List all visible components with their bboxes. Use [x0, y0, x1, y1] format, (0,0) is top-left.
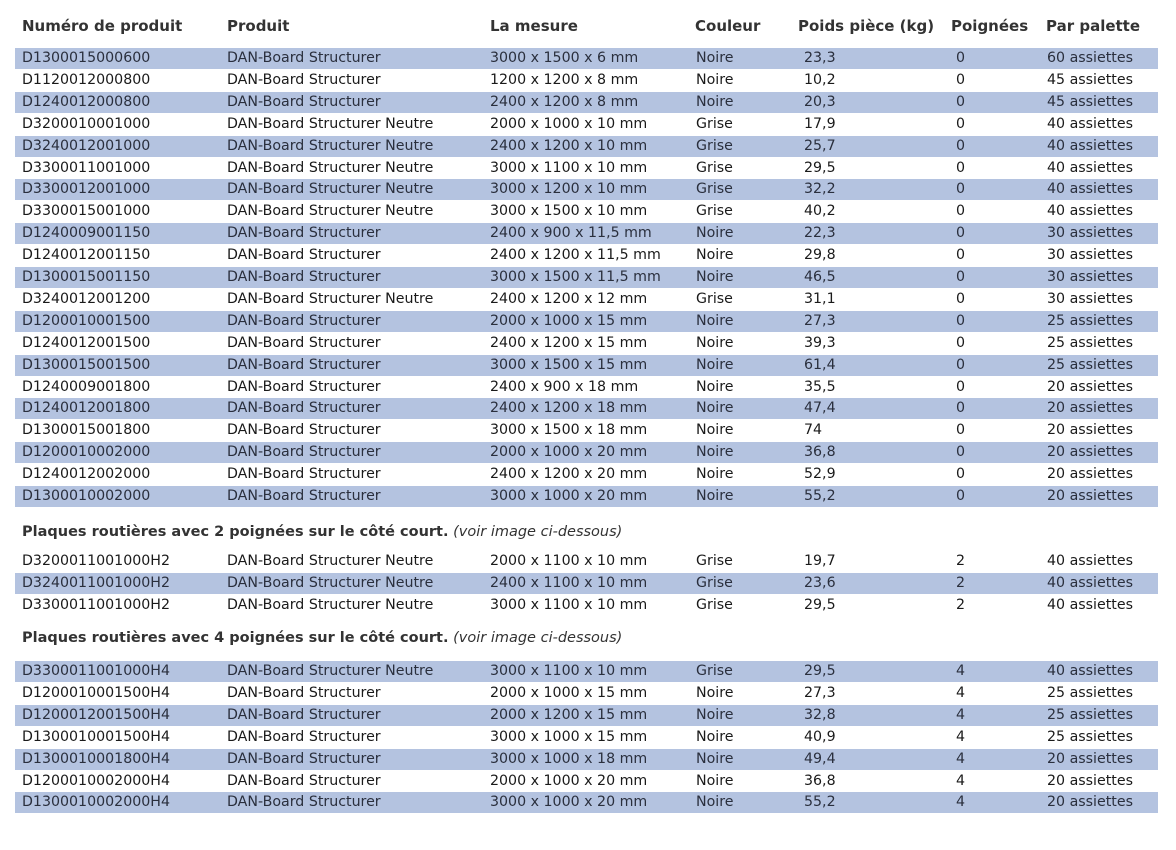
cell-product-number: D1200010002000 — [22, 444, 151, 460]
cell-product: DAN-Board Structurer Neutre — [227, 553, 434, 569]
table-row — [15, 48, 1158, 69]
cell-handles: 0 — [956, 488, 966, 504]
cell-per-pallet: 25 assiettes — [1047, 685, 1133, 701]
cell-weight: 32,2 — [804, 181, 836, 197]
cell-per-pallet: 40 assiettes — [1047, 663, 1133, 679]
cell-color: Noire — [696, 379, 734, 395]
cell-product: DAN-Board Structurer — [227, 335, 381, 351]
cell-product: DAN-Board Structurer — [227, 247, 381, 263]
cell-color: Noire — [696, 72, 734, 88]
cell-per-pallet: 20 assiettes — [1047, 466, 1133, 482]
cell-color: Noire — [696, 313, 734, 329]
cell-per-pallet: 20 assiettes — [1047, 488, 1133, 504]
cell-weight: 55,2 — [804, 488, 836, 504]
cell-handles: 2 — [956, 597, 966, 613]
cell-size: 2000 x 1000 x 20 mm — [490, 773, 648, 789]
cell-weight: 17,9 — [804, 116, 836, 132]
table-row — [15, 355, 1158, 376]
table-row — [15, 158, 1158, 179]
section-heading — [22, 524, 622, 540]
cell-size: 2400 x 900 x 18 mm — [490, 379, 639, 395]
cell-size: 3000 x 1500 x 10 mm — [490, 203, 648, 219]
cell-product: DAN-Board Structurer Neutre — [227, 203, 434, 219]
cell-per-pallet: 25 assiettes — [1047, 313, 1133, 329]
cell-color: Noire — [696, 773, 734, 789]
cell-handles: 0 — [956, 138, 966, 154]
section-heading — [22, 630, 622, 646]
cell-product: DAN-Board Structurer — [227, 50, 381, 66]
cell-handles: 0 — [956, 225, 966, 241]
cell-per-pallet: 40 assiettes — [1047, 203, 1133, 219]
cell-color: Noire — [696, 685, 734, 701]
table-header — [0, 17, 1176, 39]
cell-size: 2000 x 1200 x 15 mm — [490, 707, 648, 723]
cell-product-number: D1300010001800H4 — [22, 751, 170, 767]
table-row — [15, 551, 1158, 572]
cell-handles: 0 — [956, 160, 966, 176]
cell-weight: 22,3 — [804, 225, 836, 241]
cell-weight: 46,5 — [804, 269, 836, 285]
cell-per-pallet: 20 assiettes — [1047, 751, 1133, 767]
cell-handles: 2 — [956, 553, 966, 569]
col-header-size: La mesure — [490, 17, 578, 35]
cell-product-number: D1200010001500H4 — [22, 685, 170, 701]
cell-handles: 0 — [956, 247, 966, 263]
cell-product-number: D1200010001500 — [22, 313, 151, 329]
cell-per-pallet: 20 assiettes — [1047, 400, 1133, 416]
cell-product: DAN-Board Structurer — [227, 94, 381, 110]
cell-product: DAN-Board Structurer — [227, 269, 381, 285]
cell-weight: 36,8 — [804, 444, 836, 460]
table-row — [15, 70, 1158, 91]
cell-size: 2000 x 1000 x 10 mm — [490, 116, 648, 132]
cell-handles: 4 — [956, 663, 966, 679]
cell-handles: 4 — [956, 685, 966, 701]
cell-per-pallet: 25 assiettes — [1047, 335, 1133, 351]
section-heading-text: Plaques routières avec 4 poignées sur le côté court. — [22, 630, 449, 646]
cell-size: 3000 x 1000 x 20 mm — [490, 794, 648, 810]
cell-product-number: D1300010001500H4 — [22, 729, 170, 745]
cell-product-number: D3200011001000H2 — [22, 553, 170, 569]
cell-product-number: D1240012000800 — [22, 94, 151, 110]
table-row — [15, 661, 1158, 682]
table-row — [15, 245, 1158, 266]
cell-color: Grise — [696, 160, 733, 176]
cell-color: Noire — [696, 225, 734, 241]
cell-color: Noire — [696, 269, 734, 285]
cell-product: DAN-Board Structurer — [227, 357, 381, 373]
cell-size: 2000 x 1000 x 15 mm — [490, 685, 648, 701]
cell-handles: 4 — [956, 707, 966, 723]
cell-weight: 29,5 — [804, 597, 836, 613]
cell-product: DAN-Board Structurer Neutre — [227, 291, 434, 307]
cell-product: DAN-Board Structurer — [227, 466, 381, 482]
cell-weight: 27,3 — [804, 313, 836, 329]
cell-color: Noire — [696, 335, 734, 351]
table-row — [15, 136, 1158, 157]
cell-per-pallet: 45 assiettes — [1047, 94, 1133, 110]
cell-color: Noire — [696, 794, 734, 810]
cell-size: 2400 x 1200 x 11,5 mm — [490, 247, 661, 263]
cell-product-number: D1240012001800 — [22, 400, 151, 416]
cell-handles: 0 — [956, 313, 966, 329]
cell-product-number: D1200012001500H4 — [22, 707, 170, 723]
cell-size: 2400 x 1200 x 8 mm — [490, 94, 639, 110]
cell-color: Noire — [696, 422, 734, 438]
table-row — [15, 705, 1158, 726]
table-row — [15, 683, 1158, 704]
table-row — [15, 201, 1158, 222]
cell-handles: 0 — [956, 422, 966, 438]
cell-product: DAN-Board Structurer Neutre — [227, 597, 434, 613]
cell-product: DAN-Board Structurer Neutre — [227, 138, 434, 154]
cell-handles: 0 — [956, 269, 966, 285]
cell-product: DAN-Board Structurer — [227, 707, 381, 723]
cell-weight: 19,7 — [804, 553, 836, 569]
cell-size: 2400 x 1200 x 15 mm — [490, 335, 648, 351]
cell-product-number: D3300011001000 — [22, 160, 151, 176]
cell-handles: 0 — [956, 203, 966, 219]
cell-color: Noire — [696, 94, 734, 110]
cell-handles: 0 — [956, 72, 966, 88]
cell-handles: 0 — [956, 94, 966, 110]
cell-product-number: D1200010002000H4 — [22, 773, 170, 789]
cell-weight: 25,7 — [804, 138, 836, 154]
cell-color: Noire — [696, 444, 734, 460]
cell-product-number: D1300015000600 — [22, 50, 151, 66]
table-row — [15, 442, 1158, 463]
cell-handles: 4 — [956, 729, 966, 745]
cell-weight: 31,1 — [804, 291, 836, 307]
cell-per-pallet: 40 assiettes — [1047, 181, 1133, 197]
table-row — [15, 573, 1158, 594]
cell-product: DAN-Board Structurer — [227, 422, 381, 438]
section-heading-note: (voir image ci-dessous) — [453, 524, 623, 540]
cell-product-number: D3300011001000H2 — [22, 597, 170, 613]
cell-weight: 35,5 — [804, 379, 836, 395]
col-header-per-pallet: Par palette — [1046, 17, 1141, 35]
table-row — [15, 114, 1158, 135]
table-row — [15, 311, 1158, 332]
cell-product: DAN-Board Structurer — [227, 729, 381, 745]
cell-product-number: D1300010002000 — [22, 488, 151, 504]
cell-size: 3000 x 1200 x 10 mm — [490, 181, 648, 197]
table-row — [15, 92, 1158, 113]
cell-color: Grise — [696, 597, 733, 613]
cell-product: DAN-Board Structurer — [227, 225, 381, 241]
cell-per-pallet: 30 assiettes — [1047, 269, 1133, 285]
col-header-handles: Poignées — [951, 17, 1029, 35]
cell-size: 3000 x 1000 x 20 mm — [490, 488, 648, 504]
cell-per-pallet: 40 assiettes — [1047, 553, 1133, 569]
cell-handles: 0 — [956, 357, 966, 373]
cell-product-number: D3240011001000H2 — [22, 575, 170, 591]
cell-per-pallet: 40 assiettes — [1047, 116, 1133, 132]
cell-handles: 0 — [956, 335, 966, 351]
section-heading-note: (voir image ci-dessous) — [453, 630, 623, 646]
cell-color: Grise — [696, 553, 733, 569]
cell-weight: 74 — [804, 422, 823, 438]
cell-size: 3000 x 1500 x 6 mm — [490, 50, 639, 66]
cell-handles: 4 — [956, 794, 966, 810]
cell-color: Grise — [696, 181, 733, 197]
cell-size: 3000 x 1500 x 18 mm — [490, 422, 648, 438]
cell-product: DAN-Board Structurer Neutre — [227, 160, 434, 176]
cell-weight: 29,8 — [804, 247, 836, 263]
cell-product-number: D3300011001000H4 — [22, 663, 170, 679]
cell-product: DAN-Board Structurer — [227, 72, 381, 88]
cell-weight: 27,3 — [804, 685, 836, 701]
cell-per-pallet: 25 assiettes — [1047, 729, 1133, 745]
cell-handles: 0 — [956, 181, 966, 197]
cell-weight: 55,2 — [804, 794, 836, 810]
table-row — [15, 727, 1158, 748]
cell-per-pallet: 30 assiettes — [1047, 247, 1133, 263]
cell-handles: 0 — [956, 400, 966, 416]
cell-handles: 0 — [956, 379, 966, 395]
cell-product-number: D1240012001150 — [22, 247, 151, 263]
cell-product-number: D3300015001000 — [22, 203, 151, 219]
cell-product-number: D1120012000800 — [22, 72, 151, 88]
cell-product: DAN-Board Structurer — [227, 751, 381, 767]
cell-product-number: D3240012001000 — [22, 138, 151, 154]
cell-size: 2000 x 1000 x 20 mm — [490, 444, 648, 460]
cell-size: 2400 x 1200 x 12 mm — [490, 291, 648, 307]
cell-weight: 47,4 — [804, 400, 836, 416]
cell-product: DAN-Board Structurer Neutre — [227, 575, 434, 591]
cell-weight: 49,4 — [804, 751, 836, 767]
cell-product-number: D1300015001150 — [22, 269, 151, 285]
cell-handles: 2 — [956, 575, 966, 591]
cell-weight: 23,6 — [804, 575, 836, 591]
cell-color: Noire — [696, 707, 734, 723]
cell-size: 2000 x 1000 x 15 mm — [490, 313, 648, 329]
col-header-product: Produit — [227, 17, 290, 35]
table-row — [15, 267, 1158, 288]
cell-product: DAN-Board Structurer Neutre — [227, 116, 434, 132]
cell-per-pallet: 40 assiettes — [1047, 160, 1133, 176]
cell-product: DAN-Board Structurer — [227, 794, 381, 810]
cell-product-number: D1240012002000 — [22, 466, 151, 482]
col-header-color: Couleur — [695, 17, 761, 35]
table-row — [15, 377, 1158, 398]
table-row — [15, 749, 1158, 770]
cell-product-number: D1300015001500 — [22, 357, 151, 373]
cell-product-number: D3240012001200 — [22, 291, 151, 307]
cell-product: DAN-Board Structurer — [227, 685, 381, 701]
cell-color: Grise — [696, 663, 733, 679]
cell-size: 2400 x 900 x 11,5 mm — [490, 225, 652, 241]
cell-size: 2400 x 1200 x 10 mm — [490, 138, 648, 154]
table-row — [15, 333, 1158, 354]
cell-color: Noire — [696, 400, 734, 416]
table-row — [15, 289, 1158, 310]
cell-size: 2400 x 1100 x 10 mm — [490, 575, 648, 591]
cell-color: Grise — [696, 575, 733, 591]
cell-size: 3000 x 1100 x 10 mm — [490, 160, 648, 176]
cell-per-pallet: 45 assiettes — [1047, 72, 1133, 88]
cell-product-number: D1240009001800 — [22, 379, 151, 395]
cell-product: DAN-Board Structurer — [227, 488, 381, 504]
cell-per-pallet: 20 assiettes — [1047, 794, 1133, 810]
cell-size: 3000 x 1500 x 11,5 mm — [490, 269, 661, 285]
cell-weight: 29,5 — [804, 663, 836, 679]
table-row — [15, 223, 1158, 244]
cell-size: 3000 x 1000 x 18 mm — [490, 751, 648, 767]
cell-weight: 32,8 — [804, 707, 836, 723]
cell-per-pallet: 20 assiettes — [1047, 444, 1133, 460]
cell-product-number: D3300012001000 — [22, 181, 151, 197]
cell-weight: 61,4 — [804, 357, 836, 373]
cell-handles: 0 — [956, 291, 966, 307]
cell-color: Noire — [696, 357, 734, 373]
cell-size: 2400 x 1200 x 20 mm — [490, 466, 648, 482]
cell-product: DAN-Board Structurer — [227, 444, 381, 460]
cell-per-pallet: 20 assiettes — [1047, 379, 1133, 395]
cell-product-number: D3200010001000 — [22, 116, 151, 132]
cell-weight: 36,8 — [804, 773, 836, 789]
cell-per-pallet: 40 assiettes — [1047, 575, 1133, 591]
cell-product-number: D1240009001150 — [22, 225, 151, 241]
cell-per-pallet: 60 assiettes — [1047, 50, 1133, 66]
cell-weight: 23,3 — [804, 50, 836, 66]
cell-handles: 0 — [956, 466, 966, 482]
cell-color: Grise — [696, 203, 733, 219]
cell-weight: 52,9 — [804, 466, 836, 482]
cell-color: Noire — [696, 50, 734, 66]
section-heading-text: Plaques routières avec 2 poignées sur le côté court. — [22, 524, 449, 540]
table-row — [15, 771, 1158, 792]
cell-size: 1200 x 1200 x 8 mm — [490, 72, 639, 88]
cell-per-pallet: 40 assiettes — [1047, 597, 1133, 613]
table-row — [15, 420, 1158, 441]
cell-per-pallet: 20 assiettes — [1047, 773, 1133, 789]
cell-size: 3000 x 1100 x 10 mm — [490, 597, 648, 613]
cell-weight: 40,9 — [804, 729, 836, 745]
cell-product: DAN-Board Structurer — [227, 379, 381, 395]
cell-color: Noire — [696, 488, 734, 504]
cell-product-number: D1300010002000H4 — [22, 794, 170, 810]
table-row — [15, 486, 1158, 507]
table-row — [15, 398, 1158, 419]
cell-product: DAN-Board Structurer — [227, 400, 381, 416]
cell-handles: 0 — [956, 444, 966, 460]
cell-color: Noire — [696, 247, 734, 263]
cell-handles: 4 — [956, 751, 966, 767]
table-row — [15, 179, 1158, 200]
table-row — [15, 464, 1158, 485]
cell-handles: 0 — [956, 50, 966, 66]
cell-size: 3000 x 1000 x 15 mm — [490, 729, 648, 745]
cell-per-pallet: 30 assiettes — [1047, 291, 1133, 307]
col-header-product-number: Numéro de produit — [22, 17, 183, 35]
cell-weight: 20,3 — [804, 94, 836, 110]
cell-color: Noire — [696, 751, 734, 767]
cell-color: Noire — [696, 729, 734, 745]
cell-color: Grise — [696, 116, 733, 132]
cell-product: DAN-Board Structurer Neutre — [227, 181, 434, 197]
cell-weight: 10,2 — [804, 72, 836, 88]
cell-product: DAN-Board Structurer — [227, 313, 381, 329]
cell-per-pallet: 30 assiettes — [1047, 225, 1133, 241]
table-row — [15, 792, 1158, 813]
cell-size: 2400 x 1200 x 18 mm — [490, 400, 648, 416]
cell-color: Grise — [696, 138, 733, 154]
cell-weight: 40,2 — [804, 203, 836, 219]
cell-product: DAN-Board Structurer Neutre — [227, 663, 434, 679]
cell-size: 3000 x 1100 x 10 mm — [490, 663, 648, 679]
cell-product-number: D1300015001800 — [22, 422, 151, 438]
cell-per-pallet: 25 assiettes — [1047, 707, 1133, 723]
table-row — [15, 595, 1158, 616]
cell-handles: 0 — [956, 116, 966, 132]
cell-size: 3000 x 1500 x 15 mm — [490, 357, 648, 373]
cell-per-pallet: 25 assiettes — [1047, 357, 1133, 373]
cell-product: DAN-Board Structurer — [227, 773, 381, 789]
cell-per-pallet: 20 assiettes — [1047, 422, 1133, 438]
cell-weight: 39,3 — [804, 335, 836, 351]
cell-color: Noire — [696, 466, 734, 482]
cell-handles: 4 — [956, 773, 966, 789]
cell-product-number: D1240012001500 — [22, 335, 151, 351]
cell-size: 2000 x 1100 x 10 mm — [490, 553, 648, 569]
col-header-weight: Poids pièce (kg) — [798, 17, 935, 35]
cell-weight: 29,5 — [804, 160, 836, 176]
cell-color: Grise — [696, 291, 733, 307]
cell-per-pallet: 40 assiettes — [1047, 138, 1133, 154]
